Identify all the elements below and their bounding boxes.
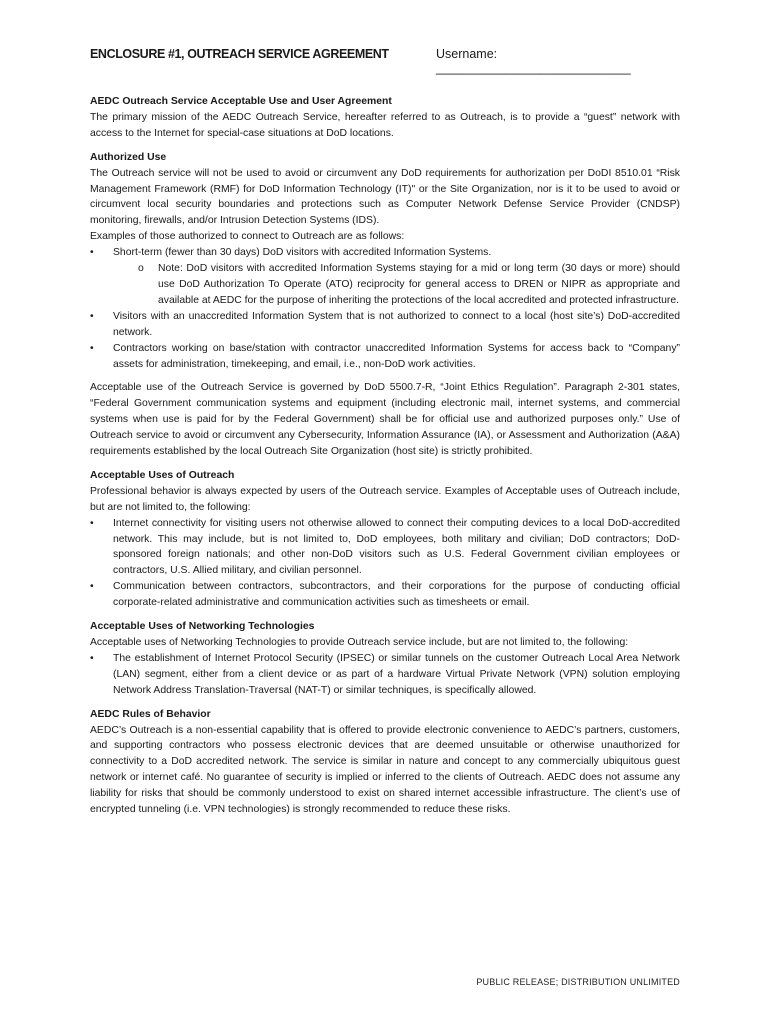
document-body xyxy=(90,94,680,826)
list-item-text: Visitors with an unaccredited Information System that is not authorized to connect to a local (host site’s) DoD-accredited network. xyxy=(113,310,680,338)
networking-heading: Acceptable Uses of Networking Technologies xyxy=(90,621,315,633)
rules-section xyxy=(90,707,680,818)
bullet-icon: • xyxy=(90,247,94,259)
sub-bullet-icon: o xyxy=(138,263,144,275)
authorized-use-section xyxy=(90,150,680,373)
authorized-use-text: The Outreach service will not be used to avoid or circumvent any DoD requirements for authorization per DoDI 8510.01 “Risk Management Framework (RMF) for DoD Information Technology (IT)" or the Site Organization, nor is it to be used to avoid or circumvent local security boundaries and protections such as Computer Network Defense Service Provider (CNDSP) monitoring, firewalls, and/or Intrusion Detection Systems (IDS). xyxy=(90,167,680,227)
sub-list-item-text: Note: DoD visitors with accredited Information Systems staying for a mid or long term (30 days or more) should use DoD Authorization To Operate (ATO) reciprocity for general access to DREN or NIPR as appropriate and available at AEDC for the purpose of inheriting the protections of the local accredited and protected infrastructure. xyxy=(158,263,680,306)
networking-text: Acceptable uses of Networking Technologies to provide Outreach service include, but are not limited to, the following: xyxy=(90,637,629,648)
list-item-text: Short-term (fewer than 30 days) DoD visitors with accredited Information Systems. xyxy=(113,247,492,259)
list-item-text: Contractors working on base/station with contractor unaccredited Information Systems for access back to “Company” assets for administration, timekeeping, and email, i.e., non-DoD work activities. xyxy=(113,342,680,370)
intro-text: The primary mission of the AEDC Outreach Service, hereafter referred to as Outreach, is to provide a “guest” network with access to the Internet for special-case situations at DoD locations. xyxy=(90,111,680,139)
networking-list xyxy=(90,651,680,699)
list-item-text: Communication between contractors, subcontractors, and their corporations for the purpose of conducting official corporate-related administrative and communication activities such as timesheets or email. xyxy=(113,581,680,609)
document-header xyxy=(90,47,680,75)
list-item xyxy=(90,341,680,373)
enclosure-title: ENCLOSURE #1, OUTREACH SERVICE AGREEMENT xyxy=(90,47,389,61)
bullet-icon: • xyxy=(90,581,94,593)
list-item xyxy=(90,651,680,699)
authorized-examples-intro: Examples of those authorized to connect to Outreach are as follows: xyxy=(90,231,405,243)
rules-heading: AEDC Rules of Behavior xyxy=(90,708,211,720)
bullet-icon: • xyxy=(90,310,94,322)
list-item xyxy=(90,309,680,341)
list-item-text: The establishment of Internet Protocol Security (IPSEC) or similar tunnels on the customer Outreach Local Area Network (LAN) segment, either from a client device or as part of a hardware Virtual Private Network (VPN) solution employing Network Address Translation-Traversal (NAT-T) or similar techniques, is specifically allowed. xyxy=(113,652,680,696)
list-item xyxy=(90,516,680,580)
networking-section xyxy=(90,619,680,699)
ethics-section xyxy=(90,380,680,460)
acceptable-uses-list xyxy=(90,516,680,611)
list-item-text: Internet connectivity for visiting users not otherwise allowed to connect their computing devices to a local DoD-accredited network. This may include, but is not limited to, DoD employees, both military and civilian; DoD contractors; DoD-sponsored foreign nationals; and other non-DoD visitors such as U.S. Federal Government civilian employees or contractors, U.S. Allied military, and civilian personnel. xyxy=(113,517,680,577)
username-field: Username: ____________________________ xyxy=(436,47,631,75)
acceptable-uses-text: Professional behavior is always expected by users of the Outreach service. Examples of Acceptable uses of Outreach include, but are not limited to, the following: xyxy=(90,485,680,513)
acceptable-uses-heading: Acceptable Uses of Outreach xyxy=(90,469,235,481)
intro-section xyxy=(90,94,680,142)
bullet-icon: • xyxy=(90,517,94,529)
list-item xyxy=(90,579,680,611)
ethics-text: Acceptable use of the Outreach Service is governed by DoD 5500.7-R, “Joint Ethics Regulation”. Paragraph 2-301 states, “Federal Government communication systems and equipment (including electronic mail, internet systems, and commercial systems when use is paid for by the Federal Government) shall be for official use and authorized purposes only.” Use of Outreach service to avoid or circumvent any Cybersecurity, Information Assurance (IA), or Assessment and Authorization (A&A) requirements established by the local Outreach Site Organization (host site) is strictly prohibited. xyxy=(90,382,680,458)
bullet-icon: • xyxy=(90,342,94,354)
authorized-list xyxy=(90,245,680,372)
intro-heading: AEDC Outreach Service Acceptable Use and User Agreement xyxy=(90,96,392,107)
distribution-footer: PUBLIC RELEASE; DISTRIBUTION UNLIMITED xyxy=(476,977,680,987)
sub-list-item xyxy=(90,261,680,309)
authorized-use-heading: Authorized Use xyxy=(90,151,167,163)
acceptable-uses-section xyxy=(90,468,680,611)
bullet-icon: • xyxy=(90,652,94,664)
list-item xyxy=(90,245,680,261)
rules-text: AEDC’s Outreach is a non-essential capability that is offered to provide electronic convenience to AEDC’s partners, customers, and supporting contractors who possess electronic devices that are deemed unsuitable or otherwise unauthorized for connectivity to a DoD accredited network. The service is similar in nature and concept to any commercially ubiquitous guest network or internet café. No guarantee of security is implied or inferred to the clients of Outreach. AEDC does not assume any liability for risks that should be commonly understood to exist on shared internet accessible infrastructure. The client’s use of encrypted tunneling (i.e. VPN technologies) is strongly recommended to reduce these risks. xyxy=(90,724,680,816)
